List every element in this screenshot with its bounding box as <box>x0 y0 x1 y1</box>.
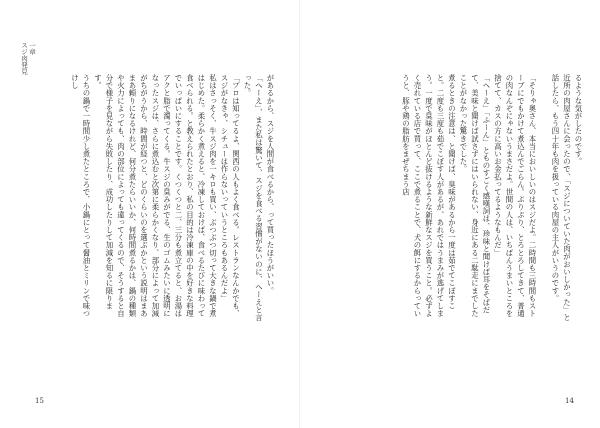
paragraph: があるから、スジを人間が食べるから、って買ったほうがいい。 <box>266 74 275 295</box>
page-number-left: 15 <box>35 397 44 405</box>
chapter-label: 一章 <box>28 42 36 55</box>
paragraph: 近所の肉屋さんに会ったので、「スジについていた肉がおいしかった」と話したら、もう四十年も肉を扱っている肉屋の主人がいうのです。 <box>551 74 572 322</box>
paragraph: るような気がしたのです。 <box>574 74 583 166</box>
page-number-right: 14 <box>565 397 574 405</box>
running-head <box>20 42 36 102</box>
right-page <box>300 0 600 428</box>
paragraph: 「へーえ」「ふーん」とものすごく感嘆詞は、珍味と聞けば耳をそばだて、美味と聞けば試さずにはいられない、身近にある二駄走にまでしたことがなかった驚きでした。 <box>459 74 491 318</box>
paragraph: 「プロは知ってるよ、関西の人もよく食べる。レストランなんかでも、スジがなきゃ、シチューは作らないっていうところもあるんだよ」 <box>220 74 241 318</box>
right-page-body <box>334 74 584 324</box>
paragraph: うちの鍋で一時間少し煮たところで、小鍋にとって醤油とミリンで味つけし <box>70 74 91 318</box>
chapter-title: スジ肉発見 <box>20 42 28 75</box>
paragraph: 煮るときの注意は、と聞けば、臭味があるから一度は茹でてこぼすこと。二度も三度も茹でこぼす人があるが、あれではうまみが逃げてしまう。一度で臭味がほとんど抜けるような新鮮なスジを買うこと。必ずよく売れている店で買って、ここで煮ることで、犬の餌にするからっていうと、豚や鶏の脂肪をまぜちまう店 <box>401 74 457 318</box>
paragraph: 私はさっそく、牛スジ肉を一キロも買い、ぶつぶつ切って大きな鍋で煮はじめた。柔らかく煮えると、冷凍しておけば、食べるたびに味わって食べられる。と教えられたとおり、私の目的は冷凍庫の中を好きな料理でいっぱいにすることです。くつくつと二、三分も煮立てると、お湯はアクと脂で濁ってくる。牛スジの臭みがでる、生のゴムみたいに透明になったスジは、さらに煮込むと次第に柔らかくなり、部分によって加減がちがうから、時間が経つと、どのくらいのを選ぶかという説明はまあまあ頼りになるけれど、何分煮たらいいか、何時間煮るかは、鍋の種類や火力によっても、肉の部位によっても違ってくるので、そうすると自分で様子を見ながら失敗したり、成功したりして加減を知るに限ります。 <box>93 74 218 318</box>
paragraph: 「そりゃ奥さん、本当においしいのはスジだよ。二時間も三時間もストーブにでもかけて煮込んでごらん。ぷりぷり、とろとろしてきて、普通の肉なんぞにゃないうまさだよ。世間の人は、いちばんうまいところを捨てて、カスの方に高いお金払ってるようなもんだ」 <box>493 74 537 318</box>
left-page-body <box>56 74 276 324</box>
paragraph: 「へーえ」、また私は驚いて、スジを食べる習慣がないのに、へーえと言った。 <box>243 74 264 322</box>
